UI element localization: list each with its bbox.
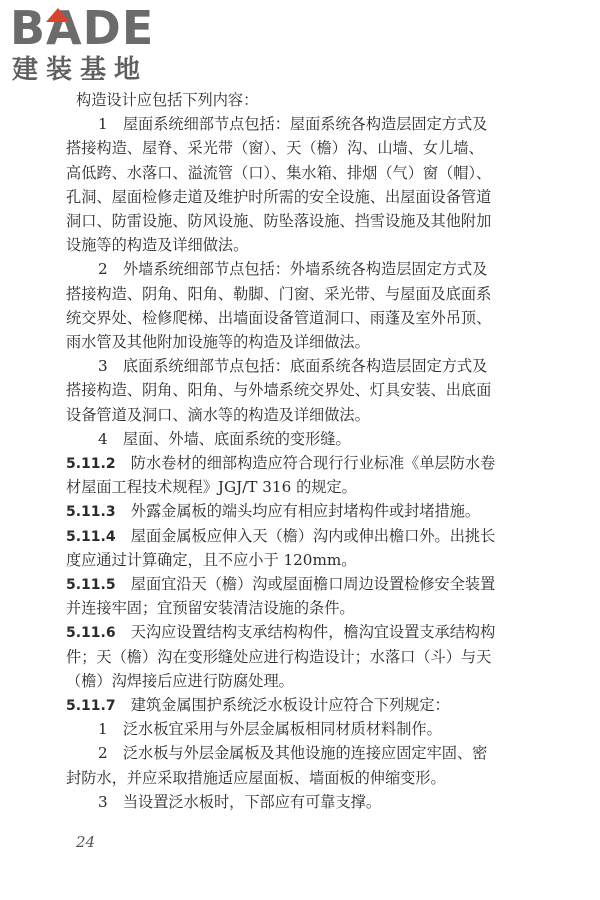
logo-chevron-icon bbox=[46, 8, 70, 22]
text-line: 搭接构造、阴角、阳角、勒脚、门窗、采光带、与屋面及底面系 bbox=[66, 284, 492, 303]
text-line: 封防水，并应采取措施适应屋面板、墙面板的伸缩变形。 bbox=[66, 768, 446, 787]
text-line: 并连接牢固；宜预留安装清洁设施的条件。 bbox=[66, 599, 355, 618]
clause-number: 5.11.6 bbox=[66, 625, 116, 642]
text-line: 2 泛水板与外层金属板及其他设施的连接应固定牢固、密 bbox=[98, 744, 488, 763]
text-line: 3 当设置泛水板时，下部应有可靠支撑。 bbox=[98, 792, 382, 811]
logo-subtitle: 建装基地 bbox=[12, 55, 149, 85]
text-line: 高低跨、水落口、溢流管（口）、集水箱、排烟（气）窗（帽）、 bbox=[66, 163, 492, 182]
text-line: 4 屋面、外墙、底面系统的变形缝。 bbox=[98, 429, 351, 448]
clause-5-11-7: 5.11.7 建筑金属围护系统泛水板设计应符合下列规定： bbox=[66, 696, 450, 714]
clause-number: 5.11.7 bbox=[66, 698, 116, 714]
text-line: 统交界处、检修爬梯、出墙面设备管道洞口、雨蓬及室外吊顶、 bbox=[66, 308, 492, 327]
page-number: 24 bbox=[76, 833, 96, 851]
text-line: 构造设计应包括下列内容： bbox=[76, 91, 259, 109]
text-line: 材屋面工程技术规程》JGJ/T 316 的规定。 bbox=[66, 478, 357, 497]
clause-number: 5.11.5 bbox=[66, 577, 116, 593]
text-line: 件；天（檐）沟在变形缝处应进行构造设计；水落口（斗）与天 bbox=[66, 647, 492, 666]
text-line: （檐）沟焊接后应进行防腐处理。 bbox=[66, 671, 294, 690]
text-line: 雨水管及其他附加设施等的构造及详细做法。 bbox=[66, 333, 370, 351]
logo bbox=[10, 2, 180, 92]
text-line: 搭接构造、屋脊、采光带（窗）、天（檐）沟、山墙、女儿墙、 bbox=[66, 139, 484, 158]
text-line: 1 泛水板宜采用与外层金属板相同材质材料制作。 bbox=[98, 720, 442, 739]
text-line: 3 底面系统细部节点包括：底面系统各构造层固定方式及 bbox=[98, 357, 488, 376]
text-line: 孔洞、屋面检修走道及维护时所需的安全设施、出屋面设备管道 bbox=[66, 187, 492, 206]
clause-5-11-3: 5.11.3 外露金属板的端头均应有相应封堵构件或封堵措施。 bbox=[66, 502, 481, 521]
logo-wordmark: BADE bbox=[10, 1, 155, 55]
clause-5-11-2: 5.11.2 防水卷材的细部构造应符合现行行业标准《单层防水卷 bbox=[66, 454, 496, 472]
text-line: 2 外墙系统细部节点包括：外墙系统各构造层固定方式及 bbox=[98, 260, 488, 279]
text-line: 设施等的构造及详细做法。 bbox=[66, 236, 249, 255]
text-line: 搭接构造、阴角、阳角、与外墙系统交界处、灯具安装、出底面 bbox=[66, 381, 492, 400]
clause-5-11-6: 5.11.6 天沟应设置结构支承结构构件，檐沟宜设置支承结构构 bbox=[66, 623, 496, 642]
text-line: 洞口、防雷设施、防风设施、防坠落设施、挡雪设施及其他附加 bbox=[66, 212, 492, 230]
clause-5-11-4: 5.11.4 屋面金属板应伸入天（檐）沟内或伸出檐口外。出挑长 bbox=[66, 526, 496, 545]
text-line: 1 屋面系统细部节点包括：屋面系统各构造层固定方式及 bbox=[98, 115, 488, 134]
clause-number: 5.11.2 bbox=[66, 456, 116, 472]
text-line: 设备管道及洞口、滴水等的构造及详细做法。 bbox=[66, 405, 370, 424]
clause-number: 5.11.3 bbox=[66, 504, 116, 521]
clause-number: 5.11.4 bbox=[66, 528, 116, 545]
text-line: 度应通过计算确定，且不应小于 120mm。 bbox=[66, 550, 357, 569]
clause-5-11-5: 5.11.5 屋面宜沿天（檐）沟或屋面檐口周边设置检修安全装置 bbox=[66, 575, 496, 593]
